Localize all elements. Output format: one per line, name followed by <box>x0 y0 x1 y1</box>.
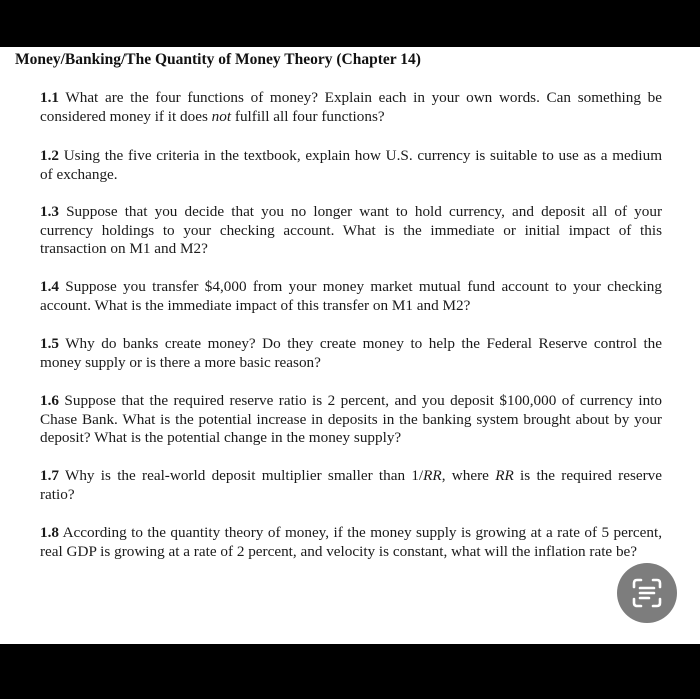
question-text: Suppose you transfer $4,000 from your money market mutual fund account to your checking account. What is the immediate impact of this transfer on M1 and M2? <box>40 278 662 314</box>
question-1-5 <box>40 335 662 372</box>
question-number: 1.7 <box>40 467 59 484</box>
question-emphasis-2: RR <box>495 467 514 484</box>
question-text-end: is the required reserve ratio? <box>40 467 663 503</box>
question-text: Suppose that you decide that you no longer want to hold currency, and deposit all of your currency holdings to your checking account. What is the immediate or initial impact of this transaction on M1 and M2? <box>40 203 663 257</box>
question-number: 1.4 <box>40 278 59 295</box>
question-number: 1.5 <box>40 335 59 352</box>
question-text-end: fulfill all four functions? <box>231 107 385 125</box>
question-1-7 <box>40 467 662 504</box>
question-text-mid: , where <box>441 467 496 484</box>
question-1-2 <box>40 147 662 184</box>
document-page <box>0 47 700 644</box>
text-scan-icon <box>630 576 664 610</box>
question-1-8 <box>40 524 662 561</box>
question-text: Why is the real-world deposit multiplier smaller than 1/ <box>65 467 424 484</box>
question-text: According to the quantity theory of money, if the money supply is growing at a rate of 5 percent, real GDP is growing at a rate of 2 percent, and velocity is constant, what will the inflation rate be? <box>40 524 662 560</box>
question-number: 1.2 <box>40 147 59 164</box>
question-emphasis: RR <box>423 467 442 484</box>
question-number: 1.1 <box>40 89 59 106</box>
question-text: What are the four functions of money? Explain each in your own words. Can something be considered money if it does <box>40 89 662 125</box>
question-number: 1.3 <box>40 203 59 220</box>
question-1-4 <box>40 278 662 315</box>
page-title: Money/Banking/The Quantity of Money Theory (Chapter 14) <box>15 51 421 68</box>
question-1-3 <box>40 203 662 259</box>
question-number: 1.8 <box>40 524 59 541</box>
top-black-bar <box>0 0 700 47</box>
question-text: Why do banks create money? Do they create money to help the Federal Reserve control the money supply or is there a more basic reason? <box>40 335 662 371</box>
question-1-1 <box>40 89 662 126</box>
question-1-6 <box>40 392 662 448</box>
question-text: Using the five criteria in the textbook, explain how U.S. currency is suitable to use as a medium of exchange. <box>40 147 663 183</box>
text-scan-button[interactable] <box>617 563 677 623</box>
bottom-black-bar <box>0 644 700 699</box>
question-text: Suppose that the required reserve ratio is 2 percent, and you deposit $100,000 of currency into Chase Bank. What is the potential increase in deposits in the banking system brought about by your deposit? What is the potential change in the money supply? <box>40 392 663 446</box>
question-number: 1.6 <box>40 392 59 409</box>
question-emphasis: not <box>211 107 232 125</box>
